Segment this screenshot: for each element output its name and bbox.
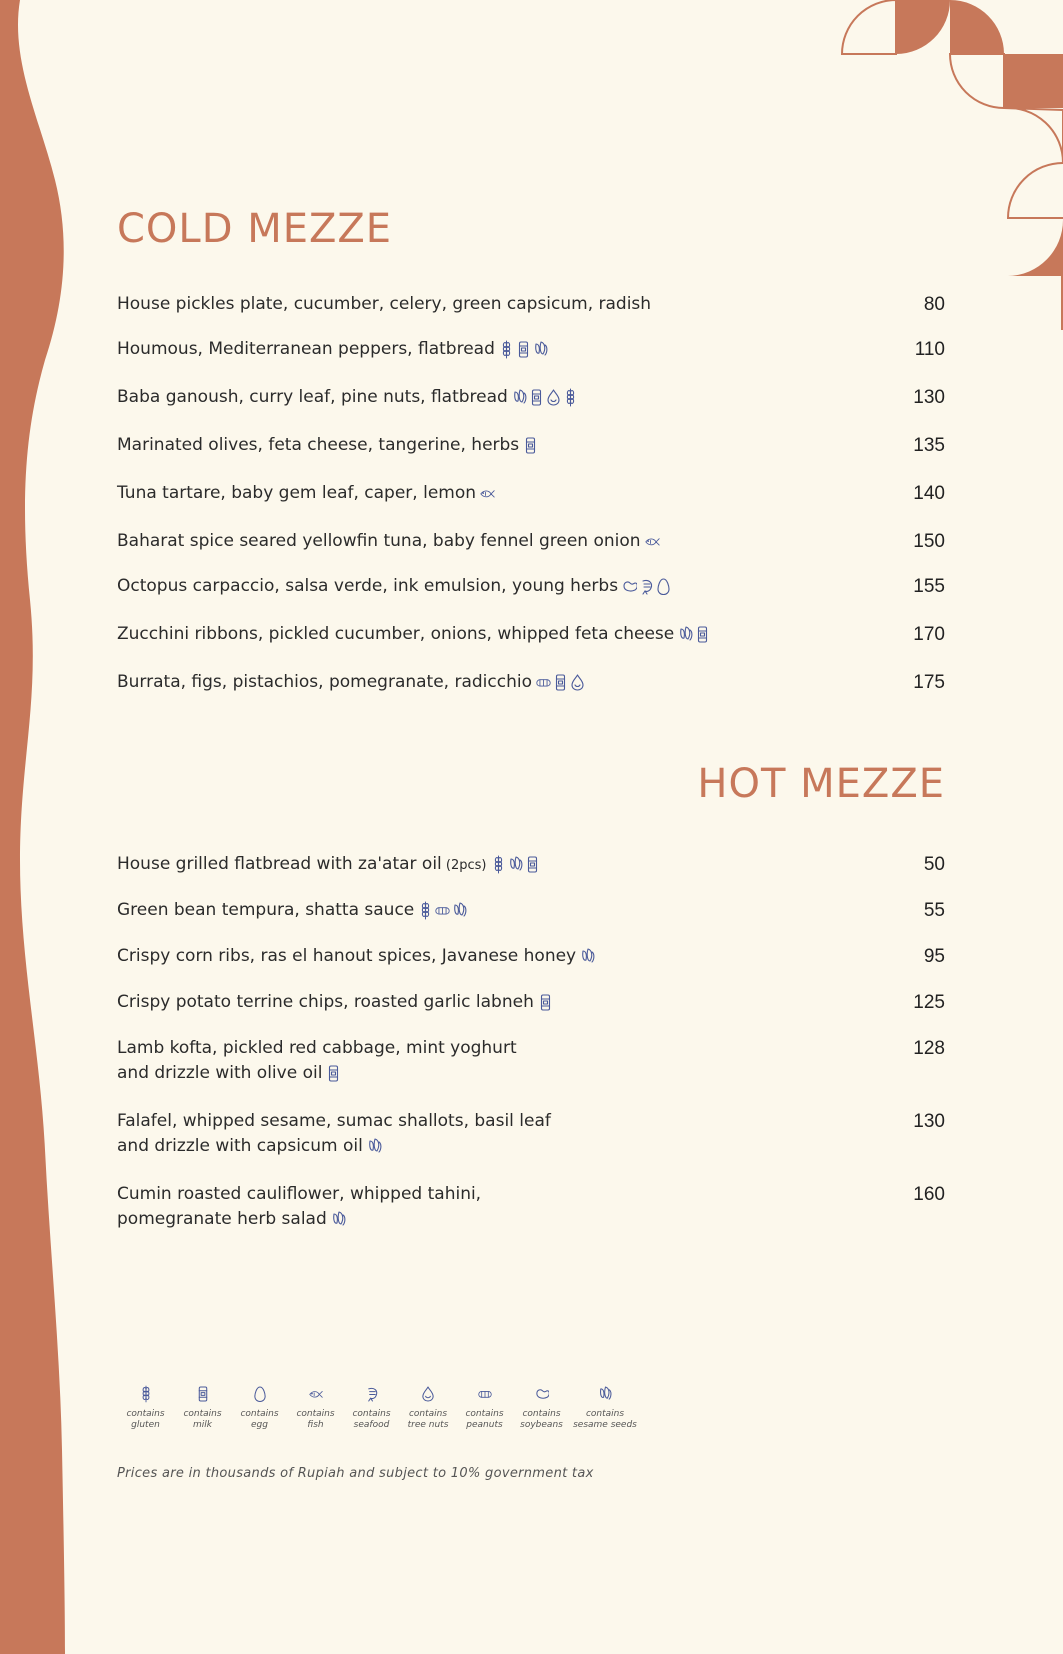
item-name xyxy=(117,337,837,365)
hot-mezze-item xyxy=(117,1036,945,1109)
item-price: 175 xyxy=(913,672,945,693)
item-name-line: and drizzle with olive oil xyxy=(117,1063,323,1083)
gluten-icon xyxy=(491,857,508,877)
item-name-line: Marinated olives, feta cheese, tangerine, herbs xyxy=(117,435,520,455)
milk-icon xyxy=(538,995,555,1015)
cold-mezze-item xyxy=(117,385,945,433)
legend-item-sesame xyxy=(570,1385,640,1431)
item-price: 135 xyxy=(913,435,945,456)
fish-icon xyxy=(480,486,497,506)
milk-icon xyxy=(529,390,546,410)
allergen-icons xyxy=(331,1210,348,1235)
item-note: (2pcs) xyxy=(441,858,487,873)
cold-mezze-item xyxy=(117,433,945,481)
legend-label: contains seafood xyxy=(352,1409,391,1430)
legend-item-peanuts xyxy=(456,1385,513,1431)
item-name-line: pomegranate herb salad xyxy=(117,1209,327,1229)
item-name xyxy=(117,292,837,317)
item-name xyxy=(117,852,837,880)
item-name-line: Burrata, figs, pistachios, pomegranate, radicchio xyxy=(117,672,532,692)
hot-mezze-item xyxy=(117,898,945,944)
item-name-line: and drizzle with capsicum oil xyxy=(117,1136,363,1156)
item-name xyxy=(117,481,837,509)
item-name-line: Tuna tartare, baby gem leaf, caper, lemon xyxy=(117,483,477,503)
item-price: 155 xyxy=(913,576,945,597)
item-name-line: Zucchini ribbons, pickled cucumber, onions, whipped feta cheese xyxy=(117,624,675,644)
treenuts-icon xyxy=(570,675,587,695)
item-name-line: Lamb kofta, pickled red cabbage, mint yoghurt xyxy=(117,1038,517,1058)
allergen-icons xyxy=(580,947,597,972)
milk-icon xyxy=(695,627,712,647)
item-name-line: Baba ganoush, curry leaf, pine nuts, flatbread xyxy=(117,387,508,407)
item-name-line: Octopus carpaccio, salsa verde, ink emulsion, young herbs xyxy=(117,576,619,596)
allergen-icons xyxy=(512,388,580,413)
item-name-line: Cumin roasted cauliflower, whipped tahini, xyxy=(117,1184,482,1204)
item-name-line: Green bean tempura, shatta sauce xyxy=(117,900,415,920)
fish-icon xyxy=(645,534,662,554)
legend-item-treenuts xyxy=(400,1385,456,1431)
item-name-line: Crispy potato terrine chips, roasted garlic labneh xyxy=(117,992,534,1012)
milk-icon xyxy=(523,438,540,458)
item-name xyxy=(117,670,837,698)
gluten-icon xyxy=(418,903,435,923)
item-name xyxy=(117,1182,837,1235)
allergen-icons xyxy=(480,484,497,509)
legend-item-egg xyxy=(231,1385,288,1431)
hot-mezze-item xyxy=(117,990,945,1036)
allergen-icons xyxy=(418,901,469,926)
legend-item-milk xyxy=(174,1385,231,1431)
item-name xyxy=(117,1036,837,1089)
sesame-icon xyxy=(452,903,469,923)
item-name-line: Houmous, Mediterranean peppers, flatbread xyxy=(117,339,495,359)
legend-label: contains sesame seeds xyxy=(573,1409,637,1430)
legend-item-fish xyxy=(288,1385,343,1431)
item-name xyxy=(117,990,837,1018)
seafood-icon xyxy=(639,579,656,599)
item-name xyxy=(117,385,837,413)
legend-item-gluten xyxy=(117,1385,174,1431)
item-name-line: House pickles plate, cucumber, celery, green capsicum, radish xyxy=(117,294,652,314)
left-wave-band xyxy=(0,0,65,1654)
sesame-icon xyxy=(331,1212,348,1232)
cold-mezze-title: COLD MEZZE xyxy=(117,206,393,252)
item-name xyxy=(117,944,837,972)
corner-pattern xyxy=(842,0,1063,330)
item-name-line: House grilled flatbread with za'atar oil xyxy=(117,854,442,874)
peanuts-icon xyxy=(536,675,553,695)
item-name xyxy=(117,1109,837,1162)
item-price: 170 xyxy=(913,624,945,645)
sesame-icon xyxy=(598,1385,612,1409)
egg-icon xyxy=(253,1385,267,1409)
item-price: 150 xyxy=(913,531,945,552)
hot-mezze-item xyxy=(117,1109,945,1182)
milk-icon xyxy=(196,1385,210,1409)
hot-mezze-item xyxy=(117,852,945,898)
cold-mezze-list xyxy=(117,292,945,718)
legend-label: contains tree nuts xyxy=(407,1409,449,1430)
allergen-icons xyxy=(367,1137,384,1162)
legend-label: contains fish xyxy=(296,1409,335,1430)
cold-mezze-item xyxy=(117,337,945,385)
item-price: 140 xyxy=(913,483,945,504)
hot-mezze-title: HOT MEZZE xyxy=(697,761,945,807)
seafood-icon xyxy=(365,1385,379,1409)
item-price: 80 xyxy=(923,294,945,315)
cold-mezze-item xyxy=(117,529,945,574)
sesame-icon xyxy=(580,949,597,969)
treenuts-icon xyxy=(421,1385,435,1409)
item-name xyxy=(117,898,837,926)
legend-item-soybeans xyxy=(513,1385,570,1431)
gluten-icon xyxy=(563,390,580,410)
hot-mezze-list xyxy=(117,852,945,1255)
item-name-line: Falafel, whipped sesame, sumac shallots, basil leaf xyxy=(117,1111,551,1131)
fish-icon xyxy=(309,1385,323,1409)
treenuts-icon xyxy=(546,390,563,410)
allergen-icons xyxy=(523,436,540,461)
legend-item-seafood xyxy=(343,1385,400,1431)
sesame-icon xyxy=(533,342,550,362)
item-price: 110 xyxy=(914,339,945,360)
gluten-icon xyxy=(499,342,516,362)
price-footnote: Prices are in thousands of Rupiah and subject to 10% government tax xyxy=(117,1466,594,1481)
sesame-icon xyxy=(508,857,525,877)
gluten-icon xyxy=(139,1385,153,1409)
legend-label: contains peanuts xyxy=(465,1409,504,1430)
cold-mezze-item xyxy=(117,481,945,529)
allergen-icons xyxy=(536,673,587,698)
item-price: 128 xyxy=(913,1038,945,1059)
peanuts-icon xyxy=(478,1385,492,1409)
allergen-icons xyxy=(622,577,673,602)
legend-label: contains egg xyxy=(240,1409,279,1430)
item-name xyxy=(117,574,837,602)
soybeans-icon xyxy=(622,579,639,599)
item-name xyxy=(117,433,837,461)
allergen-icons xyxy=(326,1064,343,1089)
item-price: 130 xyxy=(913,387,945,408)
legend-label: contains gluten xyxy=(126,1409,165,1430)
cold-mezze-item xyxy=(117,292,945,337)
hot-mezze-item xyxy=(117,1182,945,1255)
item-price: 55 xyxy=(923,900,945,921)
cold-mezze-item xyxy=(117,670,945,718)
item-name-line: Baharat spice seared yellowfin tuna, baby fennel green onion xyxy=(117,531,641,551)
milk-icon xyxy=(326,1066,343,1086)
item-price: 130 xyxy=(913,1111,945,1132)
egg-icon xyxy=(656,579,673,599)
milk-icon xyxy=(553,675,570,695)
cold-mezze-item xyxy=(117,574,945,622)
item-price: 160 xyxy=(913,1184,945,1205)
legend-label: contains soybeans xyxy=(520,1409,563,1430)
sesame-icon xyxy=(678,627,695,647)
item-price: 125 xyxy=(913,992,945,1013)
allergen-icons xyxy=(645,532,662,557)
sesame-icon xyxy=(367,1139,384,1159)
allergen-icons xyxy=(538,993,555,1018)
hot-mezze-item xyxy=(117,944,945,990)
item-name xyxy=(117,529,837,557)
milk-icon xyxy=(516,342,533,362)
item-price: 50 xyxy=(923,854,945,875)
peanuts-icon xyxy=(435,903,452,923)
legend-label: contains milk xyxy=(183,1409,222,1430)
sesame-icon xyxy=(512,390,529,410)
allergen-icons xyxy=(499,340,550,365)
item-name-line: Crispy corn ribs, ras el hanout spices, Javanese honey xyxy=(117,946,577,966)
allergen-legend xyxy=(117,1385,640,1431)
item-price: 95 xyxy=(923,946,945,967)
soybeans-icon xyxy=(535,1385,549,1409)
allergen-icons xyxy=(491,855,542,880)
allergen-icons xyxy=(678,625,712,650)
cold-mezze-item xyxy=(117,622,945,670)
item-name xyxy=(117,622,837,650)
milk-icon xyxy=(525,857,542,877)
